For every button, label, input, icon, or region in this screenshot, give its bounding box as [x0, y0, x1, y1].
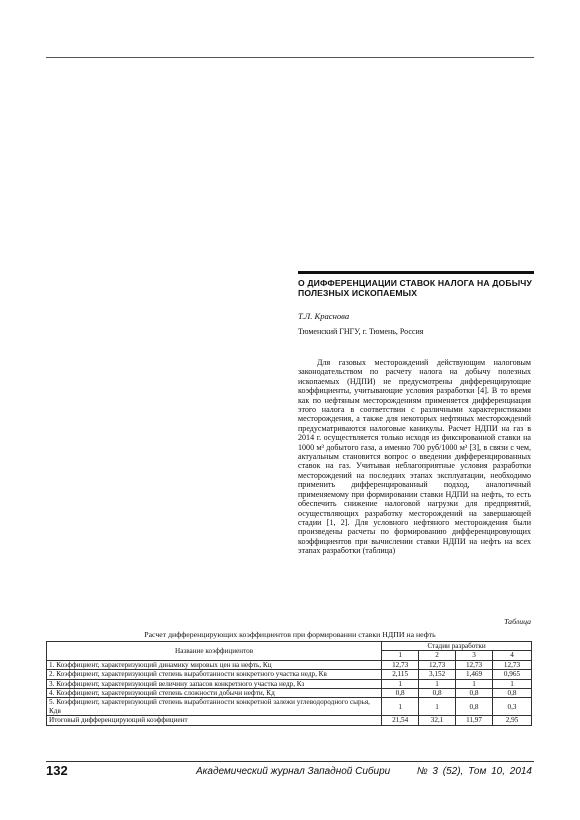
footer-rule: [46, 761, 534, 762]
coef-value: 2,95: [493, 716, 532, 725]
article-body: Для газовых месторождений действующим налоговым законодательством по расчету налога на добычу полезных ископаемых (НДПИ) не предусмотрены дифференцирующие коэффициенты, учитывающие условия разработки [4]. В то время как по нефтяным месторождениям применяется дифференциация этого налога в соответствии с различными характеристиками месторождения, а также для некоторых нефтяных месторождений предусматриваются налоговые каникулы. Расчет НДПИ на газ в 2014 г. осуществляется только исходя из фиксированной ставки на 1000 м³ добытого газа, а именно 700 руб/1000 м³ [3], в связи с чем, актуальным становится вопрос о введении дифференцированных ставок на газ. Учитывая неблагоприятные условия разработки месторождений на последних этапах эксплуатации, необходимо применить дифференцированный подход, аналогичный применяемому при формировании ставки НДПИ на нефть, то есть обеспечить снижение налоговой нагрузки для предприятий, осуществляющих разработку месторождений на завершающей стадии [1, 2]. Для условного нефтяного месторождения были произведены расчеты по формированию дифференцировующих коэффициентов при вычислении ставки НДПИ на нефть на всех этапах разработки (таблица): [298, 358, 531, 556]
table-row: [47, 689, 532, 698]
stages-header: Стадии разработки: [382, 642, 532, 651]
title-rule: [298, 271, 534, 274]
stage-label: 2: [419, 651, 456, 660]
coef-value: 0,965: [493, 670, 532, 679]
coef-name: Итоговый дифференцирующий коэффициент: [47, 716, 382, 725]
coef-value: 3,152: [419, 670, 456, 679]
coef-value: 0,8: [456, 698, 493, 716]
coef-value: 1: [456, 679, 493, 688]
coef-value: 0,8: [382, 689, 419, 698]
coef-name: 4. Коэффициент, характеризующий степень сложности добычи нефти, Кд: [47, 689, 382, 698]
table-total-row: [47, 716, 532, 725]
coef-value: 1: [419, 679, 456, 688]
coef-value: 1: [382, 679, 419, 688]
coef-value: 1,469: [456, 670, 493, 679]
coefficients-table: [46, 641, 532, 726]
stage-label: 4: [493, 651, 532, 660]
table-header-row: [47, 642, 532, 651]
journal-issue: № 3 (52), Том 10, 2014: [416, 766, 532, 777]
article-affiliation: Тюменский ГНГУ, г. Тюмень, Россия: [298, 327, 424, 336]
header-rule: [46, 57, 534, 58]
coef-value: 12,73: [382, 660, 419, 669]
coef-name: 1. Коэффициент, характеризующий динамику мировых цен на нефть, Кц: [47, 660, 382, 669]
table-row: [47, 670, 532, 679]
coef-value: 11,97: [456, 716, 493, 725]
table-row: [47, 660, 532, 669]
coef-value: 0,8: [456, 689, 493, 698]
coef-value: 1: [493, 679, 532, 688]
table-row: [47, 698, 532, 716]
stage-label: 1: [382, 651, 419, 660]
coef-value: 1: [419, 698, 456, 716]
table-title: Расчет дифференцирующих коэффициентов при формировании ставки НДПИ на нефть: [144, 630, 436, 639]
coef-value: 12,73: [456, 660, 493, 669]
coef-name: 3. Коэффициент, характеризующий величину запасов конкретного участка недр, Кз: [47, 679, 382, 688]
coef-value: 0,8: [493, 689, 532, 698]
article-author: Т.Л. Краснова: [298, 311, 350, 321]
stage-label: 3: [456, 651, 493, 660]
coef-name: 2. Коэффициент, характеризующий степень выработанности конкретного участка недр, Кв: [47, 670, 382, 679]
table-row: [47, 679, 532, 688]
coef-value: 0,3: [493, 698, 532, 716]
table-caption: Таблица: [504, 617, 531, 626]
coef-name: 5. Коэффициент, характеризующий степень выработанности конкретной залежи углеводородного сырья, Кдв: [47, 698, 382, 716]
name-header: Название коэффициентов: [47, 642, 382, 661]
coef-value: 0,8: [419, 689, 456, 698]
article-title: О ДИФФЕРЕНЦИАЦИИ СТАВОК НАЛОГА НА ДОБЫЧУ ПОЛЕЗНЫХ ИСКОПАЕМЫХ: [298, 278, 532, 298]
coef-value: 12,73: [493, 660, 532, 669]
page-number: 132: [46, 763, 68, 778]
coef-value: 21,54: [382, 716, 419, 725]
coef-value: 2,115: [382, 670, 419, 679]
coef-value: 32,1: [419, 716, 456, 725]
coef-value: 12,73: [419, 660, 456, 669]
journal-name: Академический журнал Западной Сибири: [196, 766, 391, 777]
coef-value: 1: [382, 698, 419, 716]
